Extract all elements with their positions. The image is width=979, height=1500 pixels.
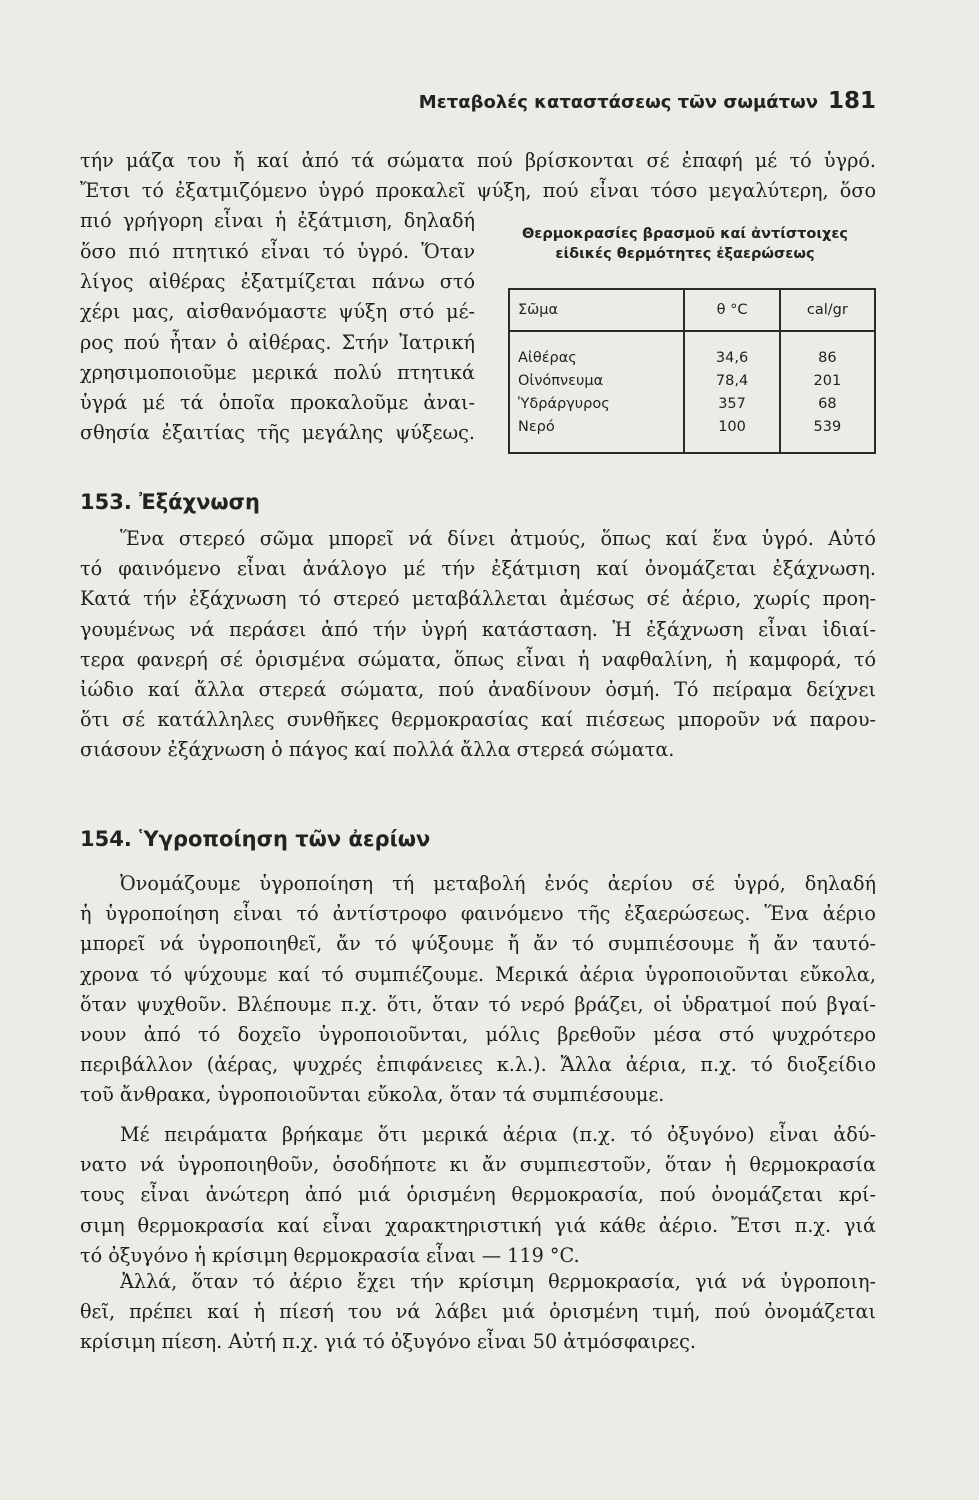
table-row: [509, 369, 875, 392]
text-line: ὅταν ψυχθοῦν. Βλέπουμε π.χ. ὅτι, ὅταν τό νερό βράζει, οἱ ὑδρατμοί πού βγαί-: [80, 992, 876, 1016]
text-line: τό ὀξυγόνο ἡ κρίσιμη θερμοκρασία εἶναι — 119 °C.: [80, 1243, 580, 1267]
table-cell: 539: [780, 415, 875, 453]
table-cell: 100: [684, 415, 779, 453]
page-header: [80, 88, 876, 118]
text-line: ἡ ὑγροποίηση εἶναι τό ἀντίστροφο φαινόμενο τῆς ἐξαερώσεως. Ἕνα ἀέριο: [80, 902, 876, 926]
text-line: τοῦ ἄνθρακα, ὑγροποιοῦνται εὔκολα, ὅταν τά συμπιέσουμε.: [80, 1083, 665, 1107]
text-line: χρησιμοποιοῦμε μερικά πολύ πτητικά: [80, 360, 475, 384]
table-cell: Αἰθέρας: [509, 331, 684, 369]
text-line: γουμένως νά περάσει ἀπό τήν ὑγρή κατάσταση. Ἡ ἐξάχνωση εἶναι ἰδιαί-: [80, 617, 876, 641]
section-154-paragraph-3: [80, 1267, 876, 1358]
text-line: Ἕνα στερεό σῶμα μπορεῖ νά δίνει ἀτμούς, ὅπως καί ἕνα ὑγρό. Αὐτό: [120, 527, 876, 550]
table-cell: Οἰνόπνευμα: [509, 369, 684, 392]
column-header-temp: θ °C: [684, 289, 779, 331]
text-line: ὅτι σέ κατάλληλες συνθῆκες θερμοκρασίας καί πιέσεως μποροῦν νά παρου-: [80, 708, 876, 732]
text-line: Ἀλλά, ὅταν τό ἀέριο ἔχει τήν κρίσιμη θερμοκρασία, γιά νά ὑγροποιη-: [120, 1270, 876, 1293]
text-line: νουν ἀπό τό δοχεῖο ὑγροποιοῦνται, μόλις βρεθοῦν μέσα στό ψυχρότερο: [80, 1023, 876, 1047]
section-154-paragraph-2: [80, 1120, 876, 1271]
table-header-row: [509, 289, 875, 331]
text-line: Ἔτσι τό ἐξατμιζόμενο ὑγρό προκαλεῖ ψύξη, πού εἶναι τόσο μεγαλύτερη, ὅσο: [80, 179, 876, 203]
text-line: θεῖ, πρέπει καί ἡ πίεσή του νά λάβει μιά ὁρισμένη τιμή, πού ὀνομάζεται: [80, 1300, 876, 1324]
text-line: πιό γρήγορη εἶναι ἡ ἐξάτμιση, δηλαδή: [80, 209, 475, 233]
text-line: ὑγρά μέ τά ὁποῖα προκαλοῦμε ἀναι-: [80, 391, 475, 415]
text-line: ἰώδιο καί ἄλλα στερεά σώματα, πού ἀναδίνουν ὀσμή. Τό πείραμα δείχνει: [80, 678, 876, 702]
section-heading-153: 153. Ἐξάχνωση: [80, 490, 260, 514]
text-line: σθησία ἐξαιτίας τῆς μεγάλης ψύξεως.: [80, 421, 475, 445]
table-cell: Ὑδράργυρος: [509, 392, 684, 415]
text-line: ὅσο πιό πτητικό εἶναι τό ὑγρό. Ὅταν: [80, 240, 475, 263]
column-header-body: Σῶμα: [509, 289, 684, 331]
table-cell: 357: [684, 392, 779, 415]
section-153-paragraph: [80, 524, 876, 766]
boiling-points-table: [508, 288, 876, 454]
table-row: [509, 392, 875, 415]
table-row: [509, 415, 875, 453]
table-caption-line: εἰδικές θερμότητες ἐξαερώσεως: [555, 246, 815, 262]
table-cell: 201: [780, 369, 875, 392]
text-line: λίγος αἰθέρας ἐξατμίζεται πάνω στό: [80, 270, 475, 294]
text-line: σιάσουν ἐξάχνωση ὁ πάγος καί πολλά ἄλλα στερεά σώματα.: [80, 738, 675, 762]
running-title: Μεταβολές καταστάσεως τῶν σωμάτων: [418, 92, 818, 113]
text-line: Μέ πειράματα βρήκαμε ὅτι μερικά ἀέρια (π.χ. τό ὀξυγόνο) εἶναι ἀδύ-: [120, 1123, 876, 1146]
table-cell: 68: [780, 392, 875, 415]
text-line: μπορεῖ νά ὑγροποιηθεῖ, ἄν τό ψύξουμε ἤ ἄν τό συμπιέσουμε ἤ ἄν ταυτό-: [80, 932, 876, 956]
text-line: τους εἶναι ἀνώτερη ἀπό μιά ὁρισμένη θερμοκρασία, πού ὀνομάζεται κρί-: [80, 1183, 876, 1207]
text-line: Κατά τήν ἐξάχνωση τό στερεό μεταβάλλεται ἀμέσως σέ ἀέριο, χωρίς προη-: [80, 587, 876, 611]
text-line: τερα φανερή σέ ὁρισμένα σώματα, ὅπως εἶναι ἡ ναφθαλίνη, ἡ καμφορά, τό: [80, 647, 876, 671]
intro-left-column: [80, 237, 475, 448]
text-line: τήν μάζα του ἤ καί ἀπό τά σώματα πού βρίσκονται σέ ἐπαφή μέ τό ὑγρό.: [80, 149, 876, 172]
table-cell: Νερό: [509, 415, 684, 453]
section-154-paragraph-1: [80, 869, 876, 1111]
section-heading-154: 154. Ὑγροποίηση τῶν ἀερίων: [80, 827, 431, 851]
table-caption-line: Θερμοκρασίες βρασμοῦ καί ἀντίστοιχες: [521, 226, 849, 242]
table-cell: 78,4: [684, 369, 779, 392]
table-cell: 34,6: [684, 331, 779, 369]
table-caption: [500, 224, 870, 264]
text-line: τό φαινόμενο εἶναι ἀνάλογο μέ τήν ἐξάτμιση καί ὀνομάζεται ἐξάχνωση.: [80, 557, 876, 581]
text-line: νατο νά ὑγροποιηθοῦν, ὁσοδήποτε κι ἄν συμπιεστοῦν, ὅταν ἡ θερμοκρασία: [80, 1153, 876, 1177]
text-line: Ὀνομάζουμε ὑγροποίηση τή μεταβολή ἑνός ἀερίου σέ ὑγρό, δηλαδή: [120, 872, 876, 895]
text-line: ρος πού ἦταν ὁ αἰθέρας. Στήν Ἰατρική: [80, 330, 475, 354]
table-row: [509, 331, 875, 369]
text-line: κρίσιμη πίεση. Αὐτή π.χ. γιά τό ὀξυγόνο εἶναι 50 ἀτμόσφαιρες.: [80, 1330, 696, 1354]
text-line: χέρι μας, αἰσθανόμαστε ψύξη στό μέ-: [80, 300, 475, 324]
page-number: 181: [827, 88, 876, 114]
text-line: χρονα τό ψύχουμε καί τό συμπιέζουμε. Μερικά ἀέρια ὑγροποιοῦνται εὔκολα,: [80, 962, 876, 986]
column-header-cal: cal/gr: [780, 289, 875, 331]
text-line: σιμη θερμοκρασία καί εἶναι χαρακτηριστική γιά κάθε ἀέριο. Ἔτσι π.χ. γιά: [80, 1213, 876, 1237]
text-line: περιβάλλον (ἀέρας, ψυχρές ἐπιφάνειες κ.λ.). Ἄλλα ἀέρια, π.χ. τό διοξείδιο: [80, 1053, 876, 1077]
table-cell: 86: [780, 331, 875, 369]
